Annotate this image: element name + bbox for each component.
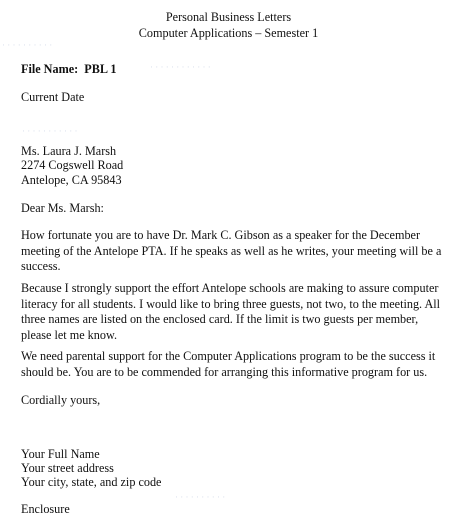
watermark-text: · · · · · · · · · · · · bbox=[150, 62, 211, 72]
enclosure-notation: Enclosure bbox=[21, 502, 70, 516]
recipient-name: Ms. Laura J. Marsh bbox=[21, 144, 117, 158]
file-name-line bbox=[21, 61, 116, 77]
sender-city: Your city, state, and zip code bbox=[21, 475, 162, 489]
body-paragraph-2: Because I strongly support the effort Antelope schools are making to assure computer literacy for all students. I would like to bring three guests, not two, to the meeting. All three names are listed on the enclosed card. If the limit is two guests per member, please let me know. bbox=[21, 281, 441, 342]
sender-street: Your street address bbox=[21, 461, 114, 475]
recipient-city: Antelope, CA 95843 bbox=[21, 173, 122, 187]
watermark-text: · · · · · · · · · · bbox=[175, 492, 226, 502]
page-title: Personal Business Letters bbox=[165, 10, 292, 24]
date-line: Current Date bbox=[21, 90, 85, 104]
file-name-label: File Name: bbox=[21, 62, 79, 76]
watermark-text: · · · · · · · · · · · bbox=[22, 126, 78, 136]
file-name-value: PBL 1 bbox=[84, 62, 117, 76]
page-subtitle: Computer Applications – Semester 1 bbox=[138, 26, 319, 40]
sender-name: Your Full Name bbox=[21, 447, 100, 461]
recipient-street: 2274 Cogswell Road bbox=[21, 158, 124, 172]
watermark-text: · · · · · · · · · · bbox=[2, 40, 53, 50]
body-paragraph-1: How fortunate you are to have Dr. Mark C. Gibson as a speaker for the December meeting of the Antelope PTA. If he speaks as well as he writes, your meeting will be a success. bbox=[21, 228, 442, 274]
body-paragraph-3: We need parental support for the Computer Applications program to be the success it should be. You are to be commended for arranging this informative program for us. bbox=[21, 349, 436, 379]
closing: Cordially yours, bbox=[21, 393, 101, 407]
salutation: Dear Ms. Marsh: bbox=[21, 201, 104, 215]
